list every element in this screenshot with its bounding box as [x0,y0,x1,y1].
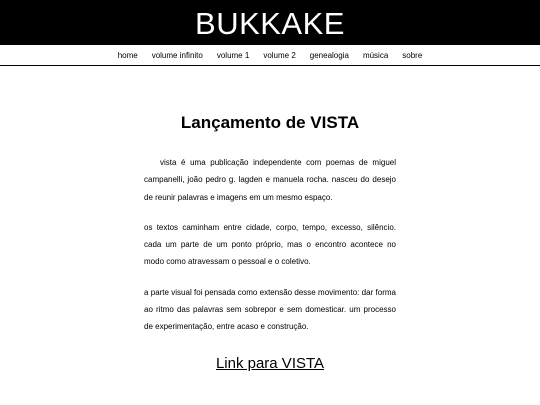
nav-item-volume-infinito[interactable]: volume infinito [151,50,203,60]
page-title: Lançamento de VISTA [180,113,360,132]
vista-link[interactable]: Link para VISTA [215,355,325,372]
nav-item-home[interactable]: home [117,50,138,60]
paragraph-intro: vista é uma publicação independente com poemas de miguel campanelli, joão pedro g. lagden e manuela rocha. nasceu do desejo de reunir palavras e imagens em um mesmo espaço. [144,158,396,202]
nav-item-volume-1[interactable]: volume 1 [216,50,250,60]
article-body [144,154,396,349]
nav-item-sobre[interactable]: sobre [402,50,423,60]
nav-item-genealogia[interactable]: genealogia [309,50,349,60]
paragraph-texts: os textos caminham entre cidade, corpo, tempo, excesso, silêncio. cada um parte de um ponto próprio, mas o encontro acontece no modo como atravessam o pessoal e o coletivo. [144,222,396,267]
site-title[interactable]: BUKKAKE [195,6,345,41]
nav-item-musica[interactable]: música [362,50,389,60]
vista-link-container [0,355,540,372]
site-header [0,0,540,45]
nav-item-volume-2[interactable]: volume 2 [263,50,296,60]
nav-bar [0,45,540,66]
paragraph-visual: a parte visual foi pensada como extensão desse movimento: dar forma ao ritmo das palavras sem sobrepor e sem domesticar. um processo de experimentação, entre acaso e construção. [144,287,396,332]
